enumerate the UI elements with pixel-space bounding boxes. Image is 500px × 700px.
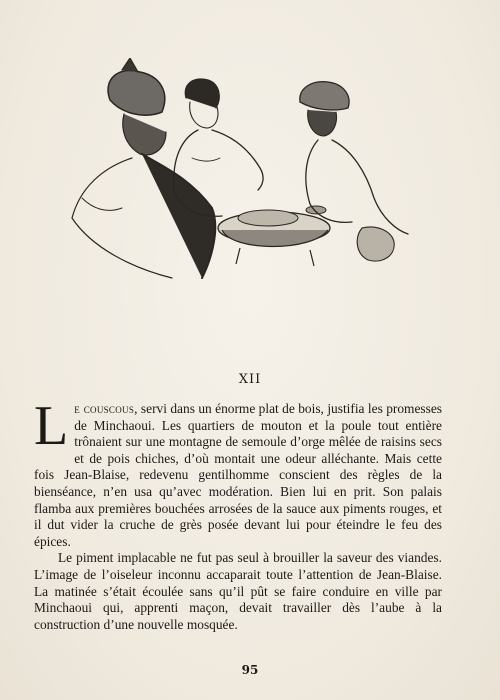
paragraph-1 xyxy=(34,395,442,550)
illustration-meal-scene xyxy=(62,58,422,298)
chapter-heading: XII xyxy=(238,372,262,387)
paragraph-1-rest: , servi dans un énorme plat de bois, justifia les promesses de Minchaoui. Les quartiers de mouton et la poule tout entière trônaient sur une montagne de semoule d’orge mêlée de raisins secs et de pois chiches, d’où montait une odeur alléchante. Mais cette fois Jean-Blaise, redevenu gentilhomme conscient des règles de la bienséance, n’en usa qu’avec modération. Bien lui en prit. Son palais flamba aux premières bouchées arrosées de la sauce aux piments rouges, et il dut vider la cruche de grès posée devant lui pour éteindre le feu des épices. xyxy=(34,401,442,549)
body-text xyxy=(34,395,442,633)
lead-in-smallcaps: e couscous xyxy=(74,401,135,416)
paragraph-2: Le piment implacable ne fut pas seul à brouiller la saveur des viandes. L’image de l’oiseleur inconnu accaparait toute l’attention de Jean-Blaise. La matinée s’était écoulée sans qu’il pût se faire conduire en ville par Minchaoui qui, apprenti maçon, devait travailler dès l’aube à la construction d’une nouvelle mosquée. xyxy=(34,550,442,632)
low-table xyxy=(218,206,330,266)
page-number: 95 xyxy=(241,663,259,677)
drop-cap: L xyxy=(34,395,69,457)
